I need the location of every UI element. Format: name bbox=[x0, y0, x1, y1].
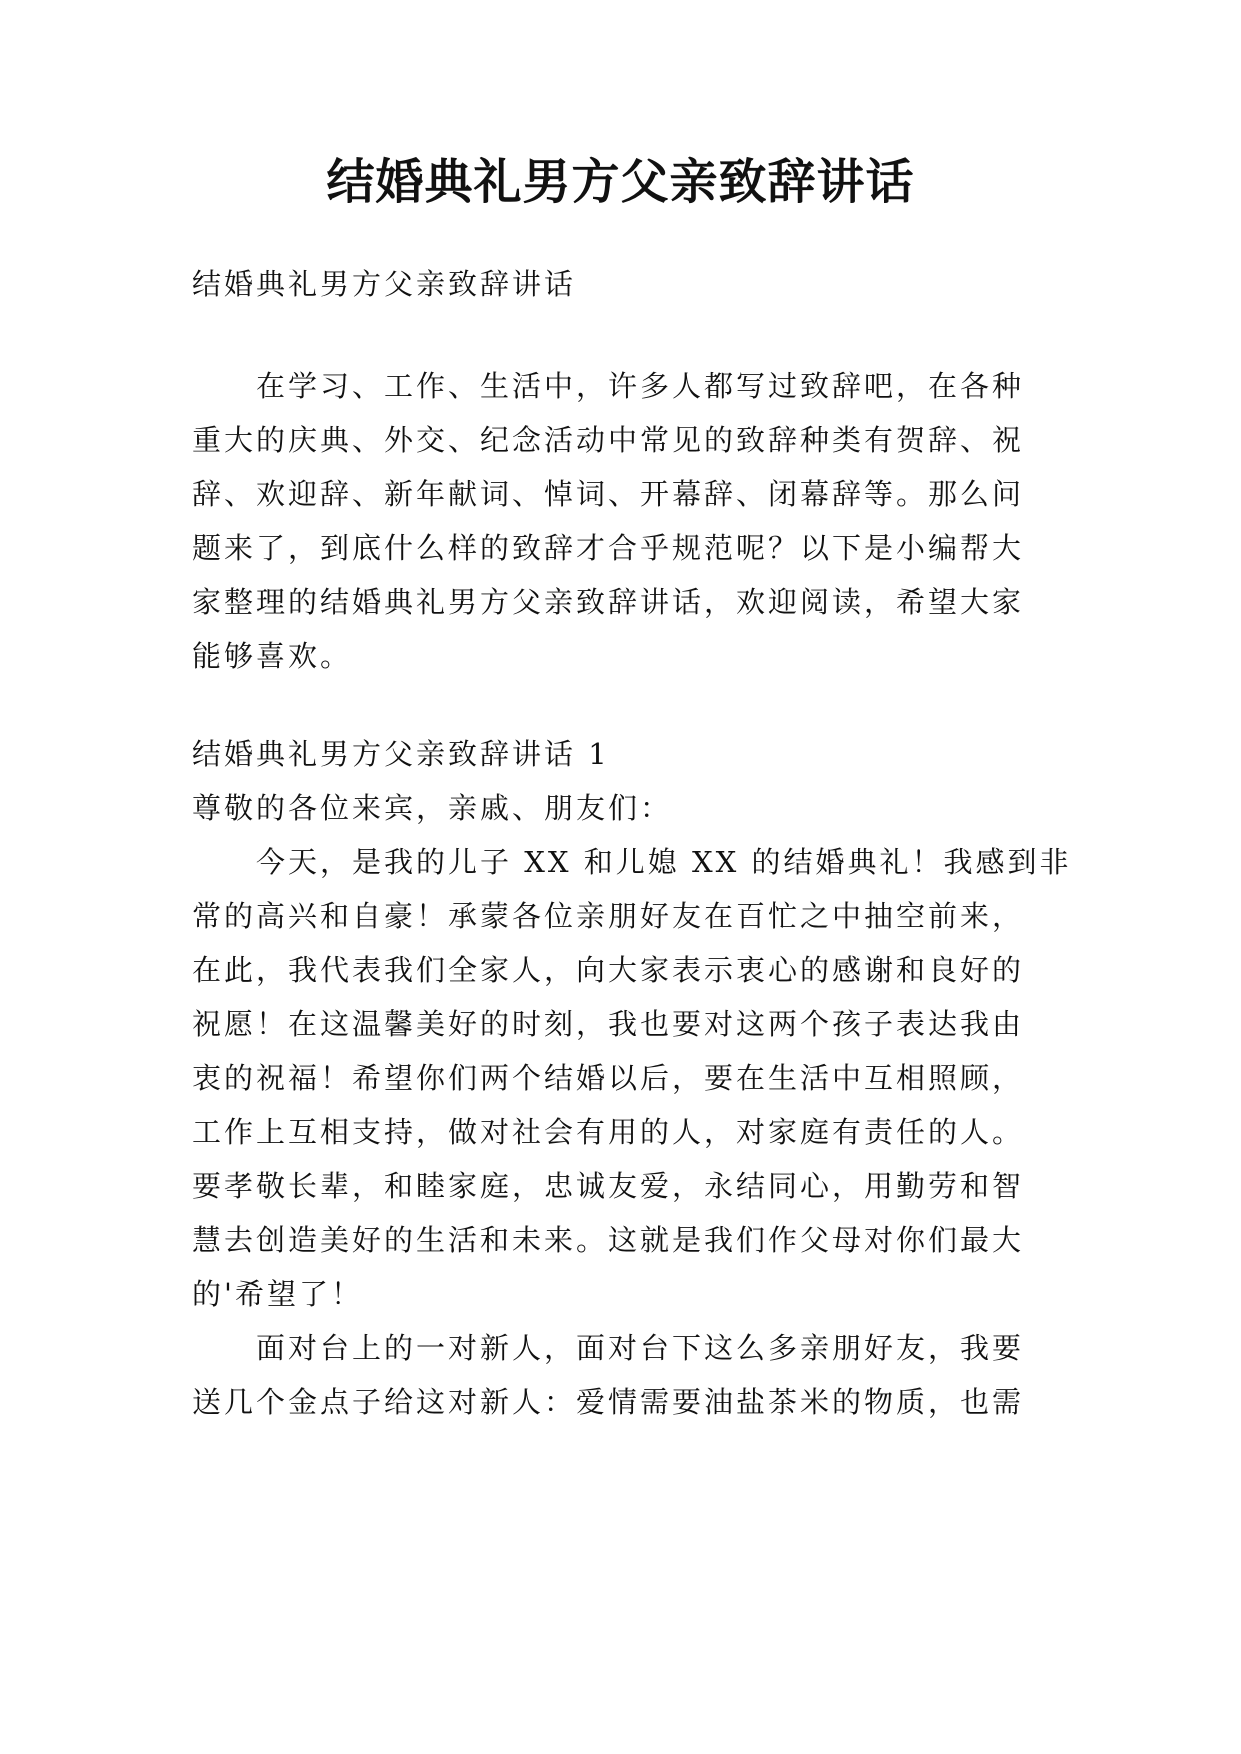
intro-line: 能够喜欢。 bbox=[192, 639, 353, 673]
paragraph-line: 在此，我代表我们全家人，向大家表示衷心的感谢和良好的 bbox=[192, 953, 1025, 987]
document-title: 结婚典礼男方父亲致辞讲话 bbox=[326, 154, 915, 210]
document-subtitle: 结婚典礼男方父亲致辞讲话 bbox=[192, 267, 577, 301]
salutation: 尊敬的各位来宾，亲戚、朋友们： bbox=[192, 791, 673, 825]
intro-line: 重大的庆典、外交、纪念活动中常见的致辞种类有贺辞、祝 bbox=[192, 423, 1025, 457]
paragraph-line: 送几个金点子给这对新人：爱情需要油盐茶米的物质，也需 bbox=[192, 1385, 1025, 1419]
paragraph-line: 祝愿！在这温馨美好的时刻，我也要对这两个孩子表达我由 bbox=[192, 1007, 1025, 1041]
paragraph-line: 面对台上的一对新人，面对台下这么多亲朋好友，我要 bbox=[192, 1331, 1025, 1365]
paragraph-line: 衷的祝福！希望你们两个结婚以后，要在生活中互相照顾， bbox=[192, 1061, 1025, 1095]
paragraph-line: 今天，是我的儿子 XX 和儿媳 XX 的结婚典礼！我感到非 bbox=[192, 845, 1072, 879]
paragraph-line: 要孝敬长辈，和睦家庭，忠诚友爱，永结同心，用勤劳和智 bbox=[192, 1169, 1025, 1203]
paragraph-line: 慧去创造美好的生活和未来。这就是我们作父母对你们最大 bbox=[192, 1223, 1025, 1257]
section-heading: 结婚典礼男方父亲致辞讲话 1 bbox=[192, 737, 610, 771]
paragraph-line: 常的高兴和自豪！承蒙各位亲朋好友在百忙之中抽空前来， bbox=[192, 899, 1025, 933]
paragraph-line: 的'希望了！ bbox=[192, 1277, 363, 1311]
intro-line: 题来了，到底什么样的致辞才合乎规范呢？以下是小编帮大 bbox=[192, 531, 1025, 565]
intro-line: 辞、欢迎辞、新年献词、悼词、开幕辞、闭幕辞等。那么问 bbox=[192, 477, 1025, 511]
intro-line: 家整理的结婚典礼男方父亲致辞讲话，欢迎阅读，希望大家 bbox=[192, 585, 1025, 619]
paragraph-line: 工作上互相支持，做对社会有用的人，对家庭有责任的人。 bbox=[192, 1115, 1025, 1149]
intro-line: 在学习、工作、生活中，许多人都写过致辞吧，在各种 bbox=[192, 369, 1025, 403]
